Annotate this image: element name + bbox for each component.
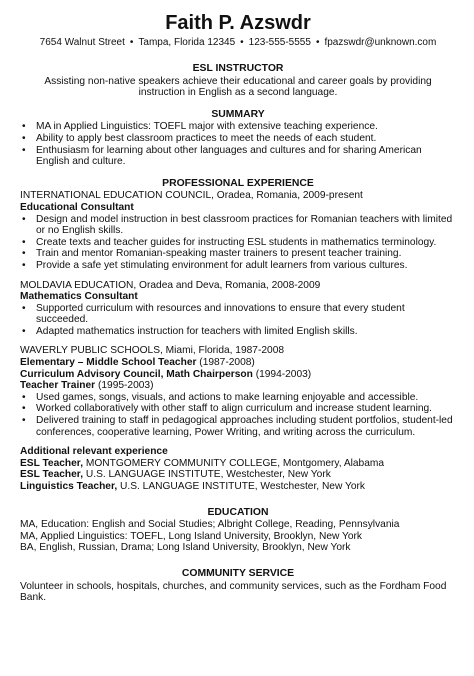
summary-title: SUMMARY [211, 108, 265, 120]
job-role-line [20, 380, 456, 392]
separator: • [315, 37, 320, 48]
role-years: (1987-2008) [199, 357, 255, 369]
additional-experience-title: Additional relevant experience [20, 446, 168, 458]
job-role: Educational Consultant [20, 201, 134, 213]
education-line: BA, English, Russian, Drama; Long Island University, Brooklyn, New York [20, 542, 351, 554]
bullet-icon: • [22, 302, 26, 314]
bullet-icon: • [22, 391, 26, 403]
city-state-zip: Tampa, Florida 12345 [138, 37, 236, 48]
summary-list [20, 121, 456, 167]
duty-item: • Train and mentor Romanian-speaking master trainers to present teacher training. [22, 248, 402, 260]
summary-item: • Enthusiasm for learning about other languages and cultures and for sharing American English and culture. [22, 144, 422, 168]
bullet-icon: • [22, 325, 26, 337]
role-years: (1995-2003) [97, 380, 154, 392]
additional-item: ESL Teacher, U.S. LANGUAGE INSTITUTE, Westchester, New York [20, 469, 331, 481]
email-address: fpazswdr@unknown.com [324, 37, 437, 48]
duty-item: • Create texts and teacher guides for instructing ESL students in mathematics terminology. [22, 236, 437, 248]
duty-item: • Supported curriculum with resources and innovations to ensure that every student succeeded. [22, 302, 405, 326]
bullet-icon: • [22, 259, 26, 271]
education-line: MA, Applied Linguistics: TOEFL, Long Island University, Brooklyn, New York [20, 530, 363, 542]
bullet-icon: • [22, 144, 26, 156]
street-address: 7654 Walnut Street [39, 37, 125, 48]
job-duties [20, 392, 456, 438]
duty-item: • Design and model instruction in best classroom practices for Romanian teachers with limited or no English skills. [22, 213, 453, 237]
job-org: WAVERLY PUBLIC SCHOOLS, Miami, Florida, 1987-2008 [20, 345, 285, 357]
experience-title: PROFESSIONAL EXPERIENCE [162, 177, 314, 189]
separator: • [240, 37, 244, 48]
community-text: Volunteer in schools, hospitals, churches, and community services, such as the Fordham Food Bank. [20, 580, 447, 604]
additional-item: Linguistics Teacher, U.S. LANGUAGE INSTITUTE, Westchester, New York [20, 481, 365, 492]
job-role: Teacher Trainer [20, 380, 96, 392]
job-duties [20, 214, 456, 272]
education-line: MA, Education: English and Social Studies; Albright College, Reading, Pennsylvania [20, 519, 400, 531]
additional-item: ESL Teacher, MONTGOMERY COMMUNITY COLLEGE, Montgomery, Alabama [20, 457, 385, 469]
bullet-icon: • [22, 403, 26, 415]
duty-item: • Provide a safe yet stimulating environment for adult learners from various cultures. [22, 259, 408, 271]
summary-item: • MA in Applied Linguistics: TOEFL major with extensive teaching experience. [22, 121, 378, 133]
job-role: Elementary – Middle School Teacher [20, 357, 197, 369]
separator: • [129, 37, 134, 48]
bullet-icon: • [22, 415, 26, 427]
community-title: COMMUNITY SERVICE [181, 567, 295, 579]
phone-number: 123-555-5555 [248, 37, 311, 48]
job-org: INTERNATIONAL EDUCATION COUNCIL, Oradea, Romania, 2009-present [20, 190, 363, 202]
job-role: Curriculum Advisory Council, Math Chairperson [20, 368, 253, 380]
resume-name: Faith P. Azswdr [165, 12, 311, 34]
duty-item: • Adapted mathematics instruction for teachers with limited English skills. [22, 325, 358, 337]
duty-item: • Worked collaboratively with other staff to align curriculum and increase student learning. [22, 403, 433, 415]
objective-text: Assisting non-native speakers achieve their educational and career goals by providing instruction in English as a second language. [44, 75, 432, 99]
duty-item: • Used games, songs, visuals, and actions to make learning enjoyable and accessible. [22, 391, 419, 403]
bullet-icon: • [22, 132, 26, 144]
bullet-icon: • [22, 121, 26, 133]
bullet-icon: • [22, 236, 26, 248]
job-duties [20, 303, 456, 338]
bullet-icon: • [22, 248, 26, 260]
job-role-line [20, 357, 456, 369]
education-title: EDUCATION [207, 506, 269, 518]
bullet-icon: • [22, 213, 26, 225]
duty-item: • Delivered training to staff in pedagogical approaches including student portfolios, student-led conferences, cooperative learning, Power Writing, and writing across the curriculum. [22, 415, 453, 438]
job-org: MOLDAVIA EDUCATION, Oradea and Deva, Romania, 2008-2009 [20, 279, 321, 291]
summary-item: • Ability to apply best classroom practices to meet the needs of each student. [22, 132, 377, 144]
job-role: Mathematics Consultant [20, 291, 138, 303]
role-years: (1994-2003) [255, 368, 312, 380]
contact-line [20, 37, 456, 49]
job-role-line [20, 369, 456, 381]
objective-title: ESL INSTRUCTOR [192, 63, 284, 74]
